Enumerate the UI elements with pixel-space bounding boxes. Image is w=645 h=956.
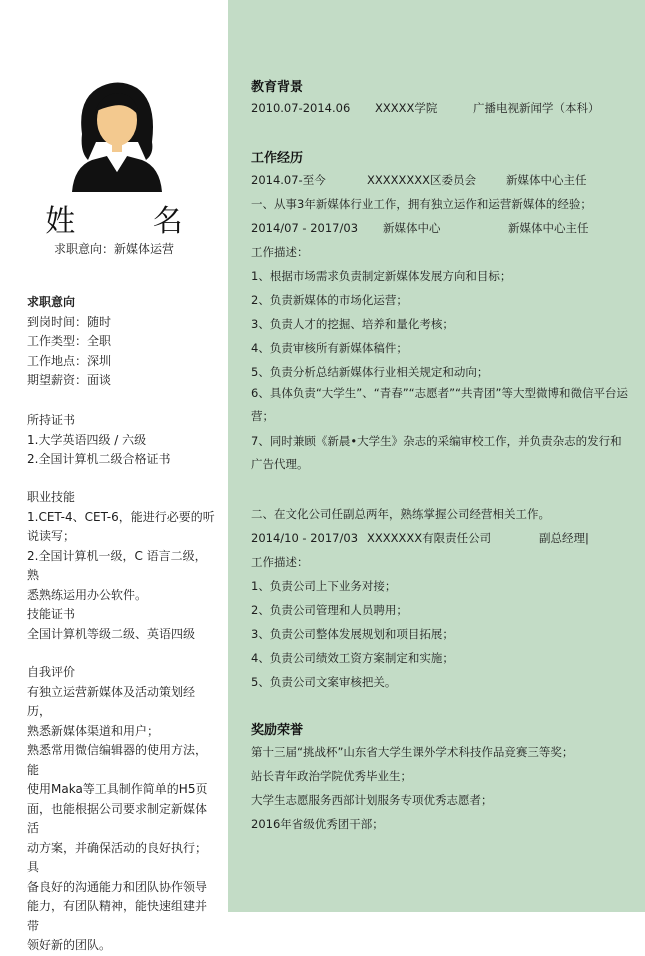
job2-period: 2014/07 - 2017/03: [251, 221, 359, 235]
job2-item-2: 2、负责新媒体的市场化运营；: [251, 293, 408, 307]
education-major: 广播电视新闻学（本科）: [473, 101, 600, 115]
avatar-silhouette-icon: [62, 72, 172, 192]
job-intent-line-4: 期望薪资：面谈: [27, 373, 112, 387]
job1-role: 新媒体中心主任: [506, 173, 587, 187]
self-eval-line-4: 使用Maka等工具制作简单的H5页: [27, 782, 208, 796]
job3-row: [251, 530, 631, 546]
skills-line-2: 说读写；: [27, 529, 76, 543]
self-eval-line-6: 动方案，并确保活动的良好执行；具: [27, 840, 208, 874]
skill-certs-section: [27, 605, 217, 644]
job3-desc-label: 工作描述：: [251, 555, 309, 569]
job2-org: 新媒体中心: [383, 221, 441, 235]
education-period: 2010.07-2014.06: [251, 101, 351, 115]
job3-item-5: 5、负责公司文案审核把关。: [251, 675, 397, 689]
self-eval-line-9: 领好新的团队。: [27, 938, 112, 952]
job3-item-2: 2、负责公司管理和人员聘用；: [251, 603, 408, 617]
job1-period: 2014.07-至今: [251, 173, 326, 187]
job3-org: XXXXXXX有限责任公司: [367, 531, 492, 545]
self-eval-line-1: 有独立运营新媒体及活动策划经历，: [27, 684, 196, 718]
work-title: 工作经历: [251, 151, 304, 166]
education-school: XXXXX学院: [375, 101, 438, 115]
candidate-name: 姓 名: [45, 204, 217, 239]
certificate-line-2: 2.全国计算机二级合格证书: [27, 452, 171, 466]
award-item-1: 第十三届“挑战杯”山东省大学生课外学术科技作品竞赛三等奖；: [251, 745, 574, 759]
certificates-title: 所持证书: [27, 413, 76, 427]
education-row: [251, 100, 631, 116]
certificates-section: [27, 411, 217, 470]
job2-row: [251, 220, 631, 236]
job1-row: [251, 172, 631, 188]
skill-certs-title: 技能证书: [27, 607, 76, 621]
job-intent-title: 求职意向: [27, 295, 76, 309]
job-intent-section: [27, 293, 217, 391]
job2-item-6: 6、具体负责“大学生”、“青春”“志愿者”“共青团”等大型微博和微信平台运营；: [251, 386, 628, 423]
job2-item-7: 7、同时兼顾《新晨•大学生》杂志的采编审校工作，并负责杂志的发行和广告代理。: [251, 434, 622, 471]
skills-title: 职业技能: [27, 490, 76, 504]
award-item-2: 站长青年政治学院优秀毕业生；: [251, 769, 412, 783]
job-intent-line-1: 到岗时间：随时: [27, 314, 112, 329]
certificate-line-1: 1.大学英语四级 / 六级: [27, 432, 147, 447]
job2-item-1: 1、根据市场需求负责制定新媒体发展方向和目标；: [251, 269, 512, 283]
job3-item-4: 4、负责公司绩效工资方案制定和实施；: [251, 651, 454, 665]
job3-period: 2014/10 - 2017/03: [251, 531, 359, 545]
job1-desc: 一、从事3年新媒体行业工作，拥有独立运作和运营新媒体的经验；: [251, 197, 592, 211]
education-title: 教育背景: [251, 80, 304, 95]
job3-role: 副总经理|: [539, 531, 589, 545]
skills-line-1: 1.CET-4、CET-6，能进行必要的听: [27, 509, 215, 524]
self-eval-line-2: 熟悉新媒体渠道和用户；: [27, 723, 160, 738]
self-eval-line-3: 熟悉常用微信编辑器的使用方法，能: [27, 743, 208, 777]
job-intent-line-3: 工作地点：深圳: [27, 353, 112, 368]
job2-item-3: 3、负责人才的挖掘、培养和量化考核；: [251, 317, 454, 331]
job3-item-1: 1、负责公司上下业务对接；: [251, 579, 397, 593]
skills-line-4: 悉熟练运用办公软件。: [27, 587, 148, 602]
job2-desc-label: 工作描述：: [251, 245, 309, 259]
skill-certs-line-1: 全国计算机等级二级、英语四级: [27, 626, 196, 641]
awards-title: 奖励荣誉: [251, 723, 304, 738]
job-intent-line: 求职意向：新媒体运营: [53, 242, 174, 256]
job1-org: XXXXXXXX区委员会: [367, 173, 477, 187]
award-item-3: 大学生志愿服务西部计划服务专项优秀志愿者；: [251, 793, 493, 807]
self-eval-title: 自我评价: [27, 665, 76, 679]
award-item-4: 2016年省级优秀团干部；: [251, 817, 384, 831]
work-section2: 二、在文化公司任副总两年，熟练掌握公司经营相关工作。: [251, 507, 550, 521]
job2-role: 新媒体中心主任: [508, 221, 589, 235]
job-intent-line-2: 工作类型：全职: [27, 334, 112, 348]
job3-item-3: 3、负责公司整体发展规划和项目拓展；: [251, 627, 454, 641]
self-eval-line-8: 能力，有团队精神，能快速组建并带: [27, 899, 208, 933]
self-eval-line-5: 面，也能根据公司要求制定新媒体活: [27, 801, 208, 835]
job2-item-4: 4、负责审核所有新媒体稿件；: [251, 341, 408, 355]
self-eval-line-7: 备良好的沟通能力和团队协作领导: [27, 879, 208, 894]
left-column: [0, 0, 228, 952]
job2-item-5: 5、负责分析总结新媒体行业相关规定和动向；: [251, 365, 489, 379]
skills-line-3: 2.全国计算机一级，C 语言二级，熟: [27, 548, 207, 582]
skills-section: [27, 488, 217, 605]
